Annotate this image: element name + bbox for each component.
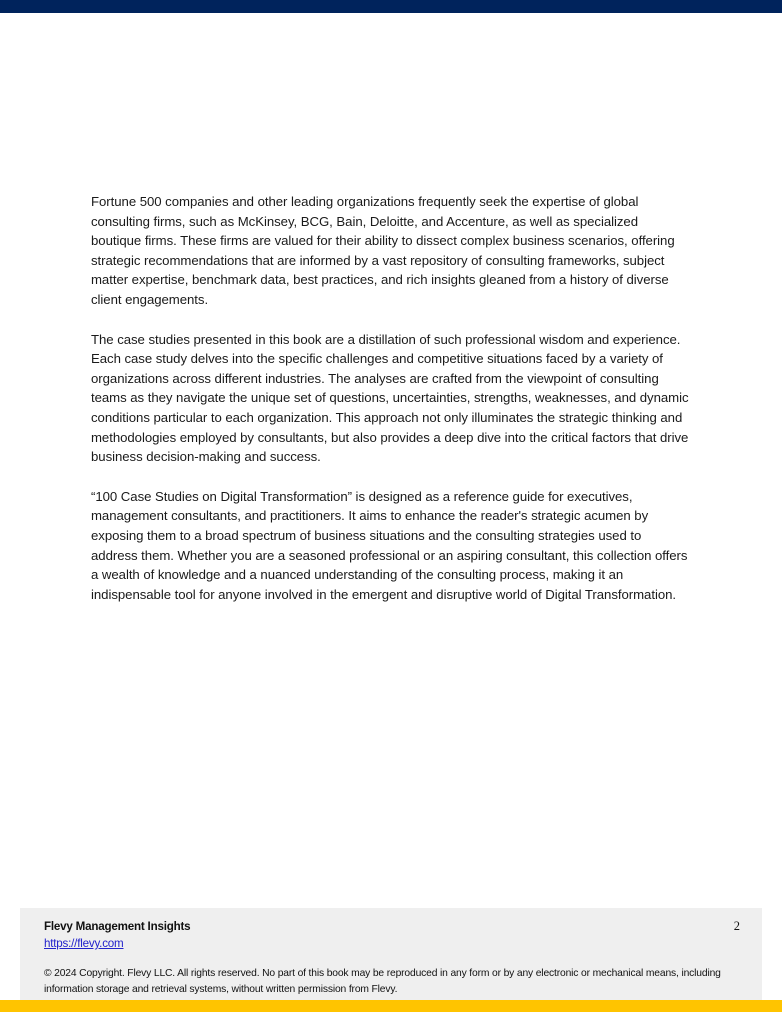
page-number: 2 <box>733 919 740 933</box>
body-paragraph-2: The case studies presented in this book are a distillation of such professional wisdom and experience. Each case study delves into the specific challenges and competitive situations faced by a variety of organizations across different industries. The analyses are crafted from the viewpoint of consulting teams as they navigate the unique set of questions, uncertainties, strengths, weaknesses, and dynamic conditions particular to each organization. This approach not only illuminates the strategic thinking and methodologies employed by consultants, but also provides a deep dive into the critical factors that drive business decision-making and success. <box>91 331 689 465</box>
footer-website-link[interactable]: https://flevy.com <box>44 937 124 950</box>
footer-header-row <box>20 908 762 952</box>
bottom-accent-bar <box>0 1000 782 1012</box>
top-accent-bar <box>0 0 782 13</box>
page-footer <box>20 908 762 1000</box>
footer-brand-name: Flevy Management Insights <box>44 920 191 933</box>
body-paragraph-1: Fortune 500 companies and other leading organizations frequently seek the expertise of global consulting firms, such as McKinsey, BCG, Bain, Deloitte, and Accenture, as well as specialized boutique firms. These firms are valued for their ability to dissect complex business scenarios, offering strategic recommendations that are informed by a vast repository of consulting frameworks, subject matter expertise, benchmark data, best practices, and rich insights gleaned from a history of diverse client engagements. <box>91 194 675 307</box>
page-body-content <box>91 192 689 604</box>
footer-copyright-text: © 2024 Copyright. Flevy LLC. All rights reserved. No part of this book may be reproduced in any form or by any electronic or mechanical means, including information storage and retrieval systems, without written permission from Flevy. <box>44 968 721 995</box>
body-paragraph-3: “100 Case Studies on Digital Transformation” is designed as a reference guide for executives, management consultants, and practitioners. It aims to enhance the reader's strategic acumen by exposing them to a broad spectrum of business situations and the consulting strategies used to address them. Whether you are a seasoned professional or an aspiring consultant, this collection offers a wealth of knowledge and a nuanced understanding of the consulting process, making it an indispensable tool for anyone involved in the emergent and disruptive world of Digital Transformation. <box>91 488 688 602</box>
